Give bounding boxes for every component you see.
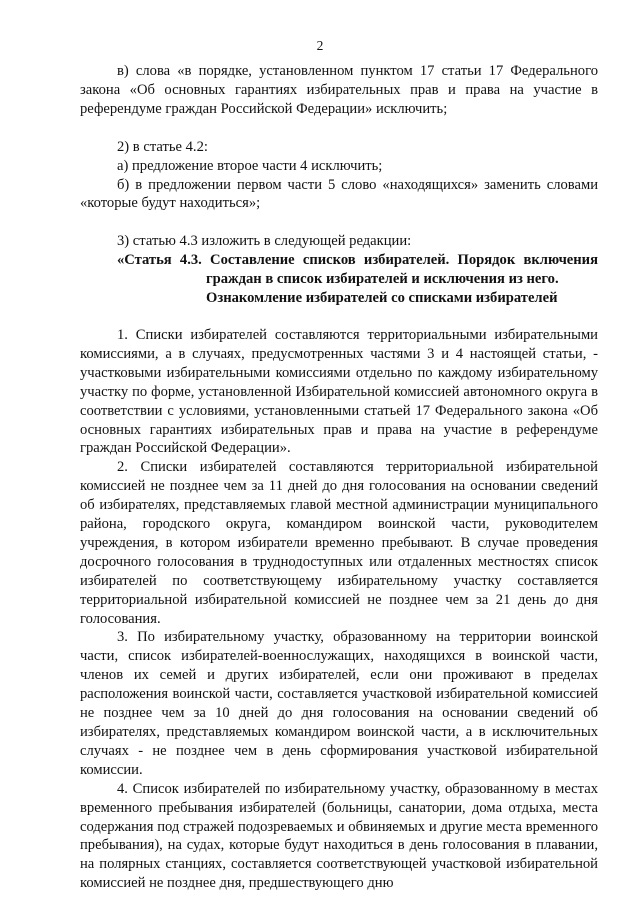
article-title-line-3: Ознакомление избирателей со списками избирателей (206, 290, 558, 307)
article-paragraph-1: 1. Списки избирателей составляются территориальными избирательными комиссиями, а в случаях, предусмотренных частями 3 и 4 настоящей статьи, - участковыми избирательными комиссиями отдельно по каждому избирательному участку по форме, установленной Избирательной комиссией автономного округа в соответствии с условиями, установленными статьей 17 Федерального закона «Об основных гарантиях избирательных прав и права на участие в референдуме граждан Российской Федерации». (80, 326, 598, 457)
section-3-heading: 3) статью 4.3 изложить в следующей редакции: (117, 233, 412, 250)
spacer (80, 119, 598, 138)
page-number: 2 (316, 38, 324, 53)
article-title-line-2: граждан в список избирателей и исключения из него. (206, 271, 559, 288)
spacer (80, 213, 598, 232)
document-body (80, 62, 598, 893)
article-paragraph-4: 4. Список избирателей по избирательному участку, образованному в местах временного пребывания избирателей (больницы, санатории, дома отдыха, места содержания под стражей подозреваемых и обвиняемых и другие места временного пребывания), на судах, которые будут находиться в день голосования в плавании, на полярных станциях, составляется соответствующей участковой избирательной комиссией не позднее дня, предшествующего дню (80, 780, 598, 892)
article-title (80, 251, 598, 308)
article-paragraph-2: 2. Списки избирателей составляются территориальной избирательной комиссией не позднее чем за 11 дней до дня голосования на основании сведений об избирателях, представляемых главой местной администрации муниципального района, городского округа, командиром воинской части, руководителем учреждения, в котором избиратели временно пребывают. В случае проведения досрочного голосования в труднодоступных или отдаленных местностях список избирателей по соответствующему избирательному участку составляется территориальной избирательной комиссией не позднее чем за 21 день до дня голосования. (80, 459, 598, 627)
section-2-heading: 2) в статье 4.2: (117, 138, 208, 155)
amendment-item-b: б) в предложении первом части 5 слово «находящихся» заменить словами «которые будут находиться»; (80, 176, 598, 212)
amendment-item-a: а) предложение второе части 4 исключить; (117, 157, 383, 174)
amendment-item-v: в) слова «в порядке, установленном пунктом 17 статьи 17 Федерального закона «Об основных гарантиях избирательных прав и права на участие в референдуме граждан Российской Федерации» исключить; (80, 63, 598, 117)
article-paragraph-3: 3. По избирательному участку, образованному на территории воинской части, список избирателей-военнослужащих, находящихся в воинской части, членов их семей и других избирателей, если они проживают в пределах расположения воинской части, составляется участковой избирательной комиссией не позднее чем за 10 дней до дня голосования на основании сведений об избирателях, представляемых командиром воинской части, а в исключительных случаях - не позднее чем в день сформирования участковой избирательной комиссии. (80, 629, 598, 778)
spacer (80, 308, 598, 326)
article-title-line-1: «Статья 4.3. Составление списков избирателей. Порядок включения (117, 252, 598, 269)
